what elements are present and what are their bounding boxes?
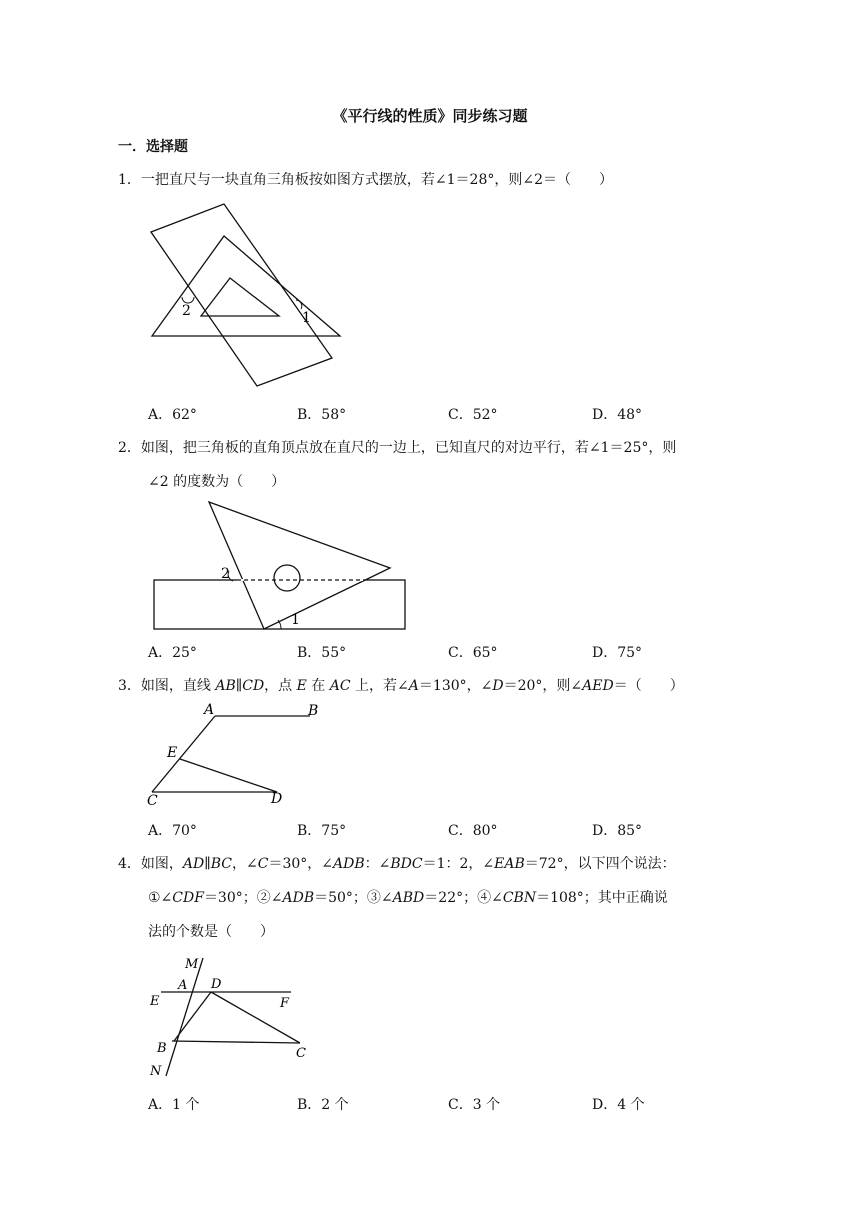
q1-option-b[interactable]: B．58° xyxy=(297,407,347,423)
question-1-figure xyxy=(140,195,350,390)
question-4-stem-line2: ①∠CDF＝30°；②∠ADB＝50°；③∠ABD＝22°；④∠CBN＝108°；其中正确说 xyxy=(148,890,668,906)
question-2-stem-line1: 2．如图，把三角板的直角顶点放在直尺的一边上，已知直尺的对边平行，若∠1＝25°，则 xyxy=(118,440,677,456)
q4-label-a: A xyxy=(178,978,188,993)
q2-angle-2-label: 2 xyxy=(221,566,230,582)
q3-label-e: E xyxy=(167,745,178,761)
question-4-figure xyxy=(140,950,325,1080)
question-3-figure xyxy=(140,698,320,810)
q3-option-c[interactable]: C．80° xyxy=(448,823,498,839)
q1-option-a[interactable]: A．62° xyxy=(148,407,197,423)
q4-option-d[interactable]: D．4 个 xyxy=(592,1097,645,1113)
q3-option-d[interactable]: D．85° xyxy=(592,823,643,839)
q4-label-m: M xyxy=(185,957,199,972)
q4-label-c: C xyxy=(296,1046,306,1061)
question-4-stem-line1: 4．如图，AD∥BC，∠C＝30°，∠ADB：∠BDC＝1：2，∠EAB＝72°，以下四个说法： xyxy=(118,856,676,872)
q2-option-b[interactable]: B．55° xyxy=(297,645,347,661)
q4-label-b: B xyxy=(157,1041,167,1056)
q4-label-e: E xyxy=(150,994,160,1009)
question-2-stem-line2: ∠2 的度数为（ ） xyxy=(148,474,286,490)
q1-angle-1-label: 1 xyxy=(302,310,311,326)
q3-label-a: A xyxy=(204,702,215,718)
question-1-stem: 1．一把直尺与一块直角三角板按如图方式摆放，若∠1＝28°，则∠2＝（ ） xyxy=(118,172,613,188)
q1-option-d[interactable]: D．48° xyxy=(592,407,643,423)
q2-option-a[interactable]: A．25° xyxy=(148,645,197,661)
q2-option-c[interactable]: C．65° xyxy=(448,645,498,661)
q2-angle-1-label: 1 xyxy=(291,612,300,628)
q2-option-d[interactable]: D．75° xyxy=(592,645,643,661)
q1-angle-2-label: 2 xyxy=(182,303,191,319)
question-3-stem: 3．如图，直线 AB∥CD，点 E 在 AC 上，若∠A＝130°，∠D＝20°，则∠AED＝（ ） xyxy=(118,678,684,694)
q1-option-c[interactable]: C．52° xyxy=(448,407,498,423)
q3-label-b: B xyxy=(308,703,319,719)
section-heading: 一．选择题 xyxy=(118,139,188,155)
q3-label-d: D xyxy=(271,791,283,807)
q4-option-c[interactable]: C．3 个 xyxy=(448,1097,501,1113)
q3-option-b[interactable]: B．75° xyxy=(297,823,347,839)
question-4-stem-line3: 法的个数是（ ） xyxy=(148,924,274,940)
q4-label-n: N xyxy=(150,1064,162,1079)
question-2-figure xyxy=(145,495,415,635)
q4-option-a[interactable]: A．1 个 xyxy=(148,1097,200,1113)
q4-label-f: F xyxy=(280,996,290,1011)
page-title: 《平行线的性质》同步练习题 xyxy=(332,107,528,125)
q4-option-b[interactable]: B．2 个 xyxy=(297,1097,349,1113)
q4-label-d: D xyxy=(211,977,222,992)
q3-option-a[interactable]: A．70° xyxy=(148,823,197,839)
q3-label-c: C xyxy=(147,793,158,809)
